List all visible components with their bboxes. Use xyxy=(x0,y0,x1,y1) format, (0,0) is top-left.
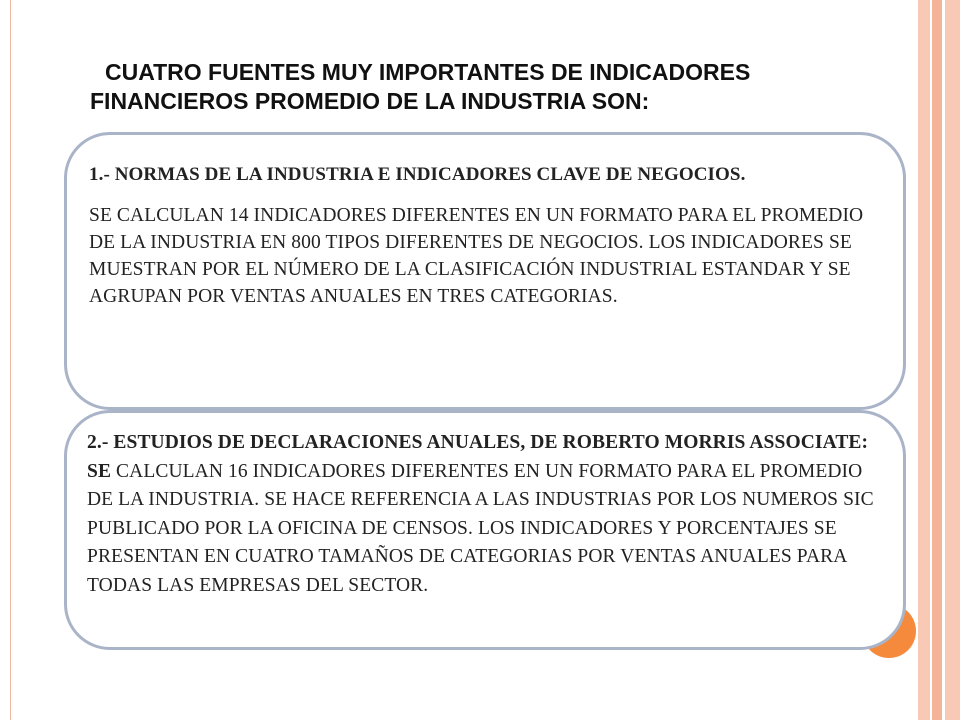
source-2-body: CALCULAN 16 INDICADORES DIFERENTES EN UN FORMATO PARA EL PROMEDIO DE LA INDUSTRIA. SE HACE REFERENCIA A LAS INDUSTRIAS POR LOS NUMEROS SIC PUBLICADO POR LA OFICINA DE CENSOS. LOS INDICADORES Y PORCENTAJES SE PRESENTAN EN CUATRO TAMAÑOS DE CATEGORIAS POR VENTAS ANUALES PARA TODAS LAS EMPRESAS DEL SECTOR. xyxy=(87,460,874,596)
source-box-1 xyxy=(64,132,906,410)
source-box-2 xyxy=(64,410,906,650)
right-stripe-2 xyxy=(932,0,942,720)
slide-title-line-1: CUATRO FUENTES MUY IMPORTANTES DE INDICADORES xyxy=(105,59,751,85)
source-2-text xyxy=(87,429,883,600)
source-2-heading: 2.- ESTUDIOS DE DECLARACIONES ANUALES, DE ROBERTO MORRIS ASSOCIATE: SE xyxy=(87,432,869,482)
slide-title xyxy=(90,58,890,116)
right-stripe-3 xyxy=(945,0,960,720)
source-1-body: SE CALCULAN 14 INDICADORES DIFERENTES EN UN FORMATO PARA EL PROMEDIO DE LA INDUSTRIA EN 800 TIPOS DIFERENTES DE NEGOCIOS. LOS INDICADORES SE MUESTRAN POR EL NÚMERO DE LA CLASIFICACIÓN INDUSTRIAL ESTANDAR Y SE AGRUPAN POR VENTAS ANUALES EN TRES CATEGORIAS. xyxy=(89,205,864,307)
source-1-heading: 1.- NORMAS DE LA INDUSTRIA E INDICADORES CLAVE DE NEGOCIOS. xyxy=(89,164,746,185)
slide-title-line-2: FINANCIEROS PROMEDIO DE LA INDUSTRIA SON: xyxy=(90,88,650,114)
right-stripe-1 xyxy=(918,0,930,720)
left-border-line xyxy=(10,0,11,720)
